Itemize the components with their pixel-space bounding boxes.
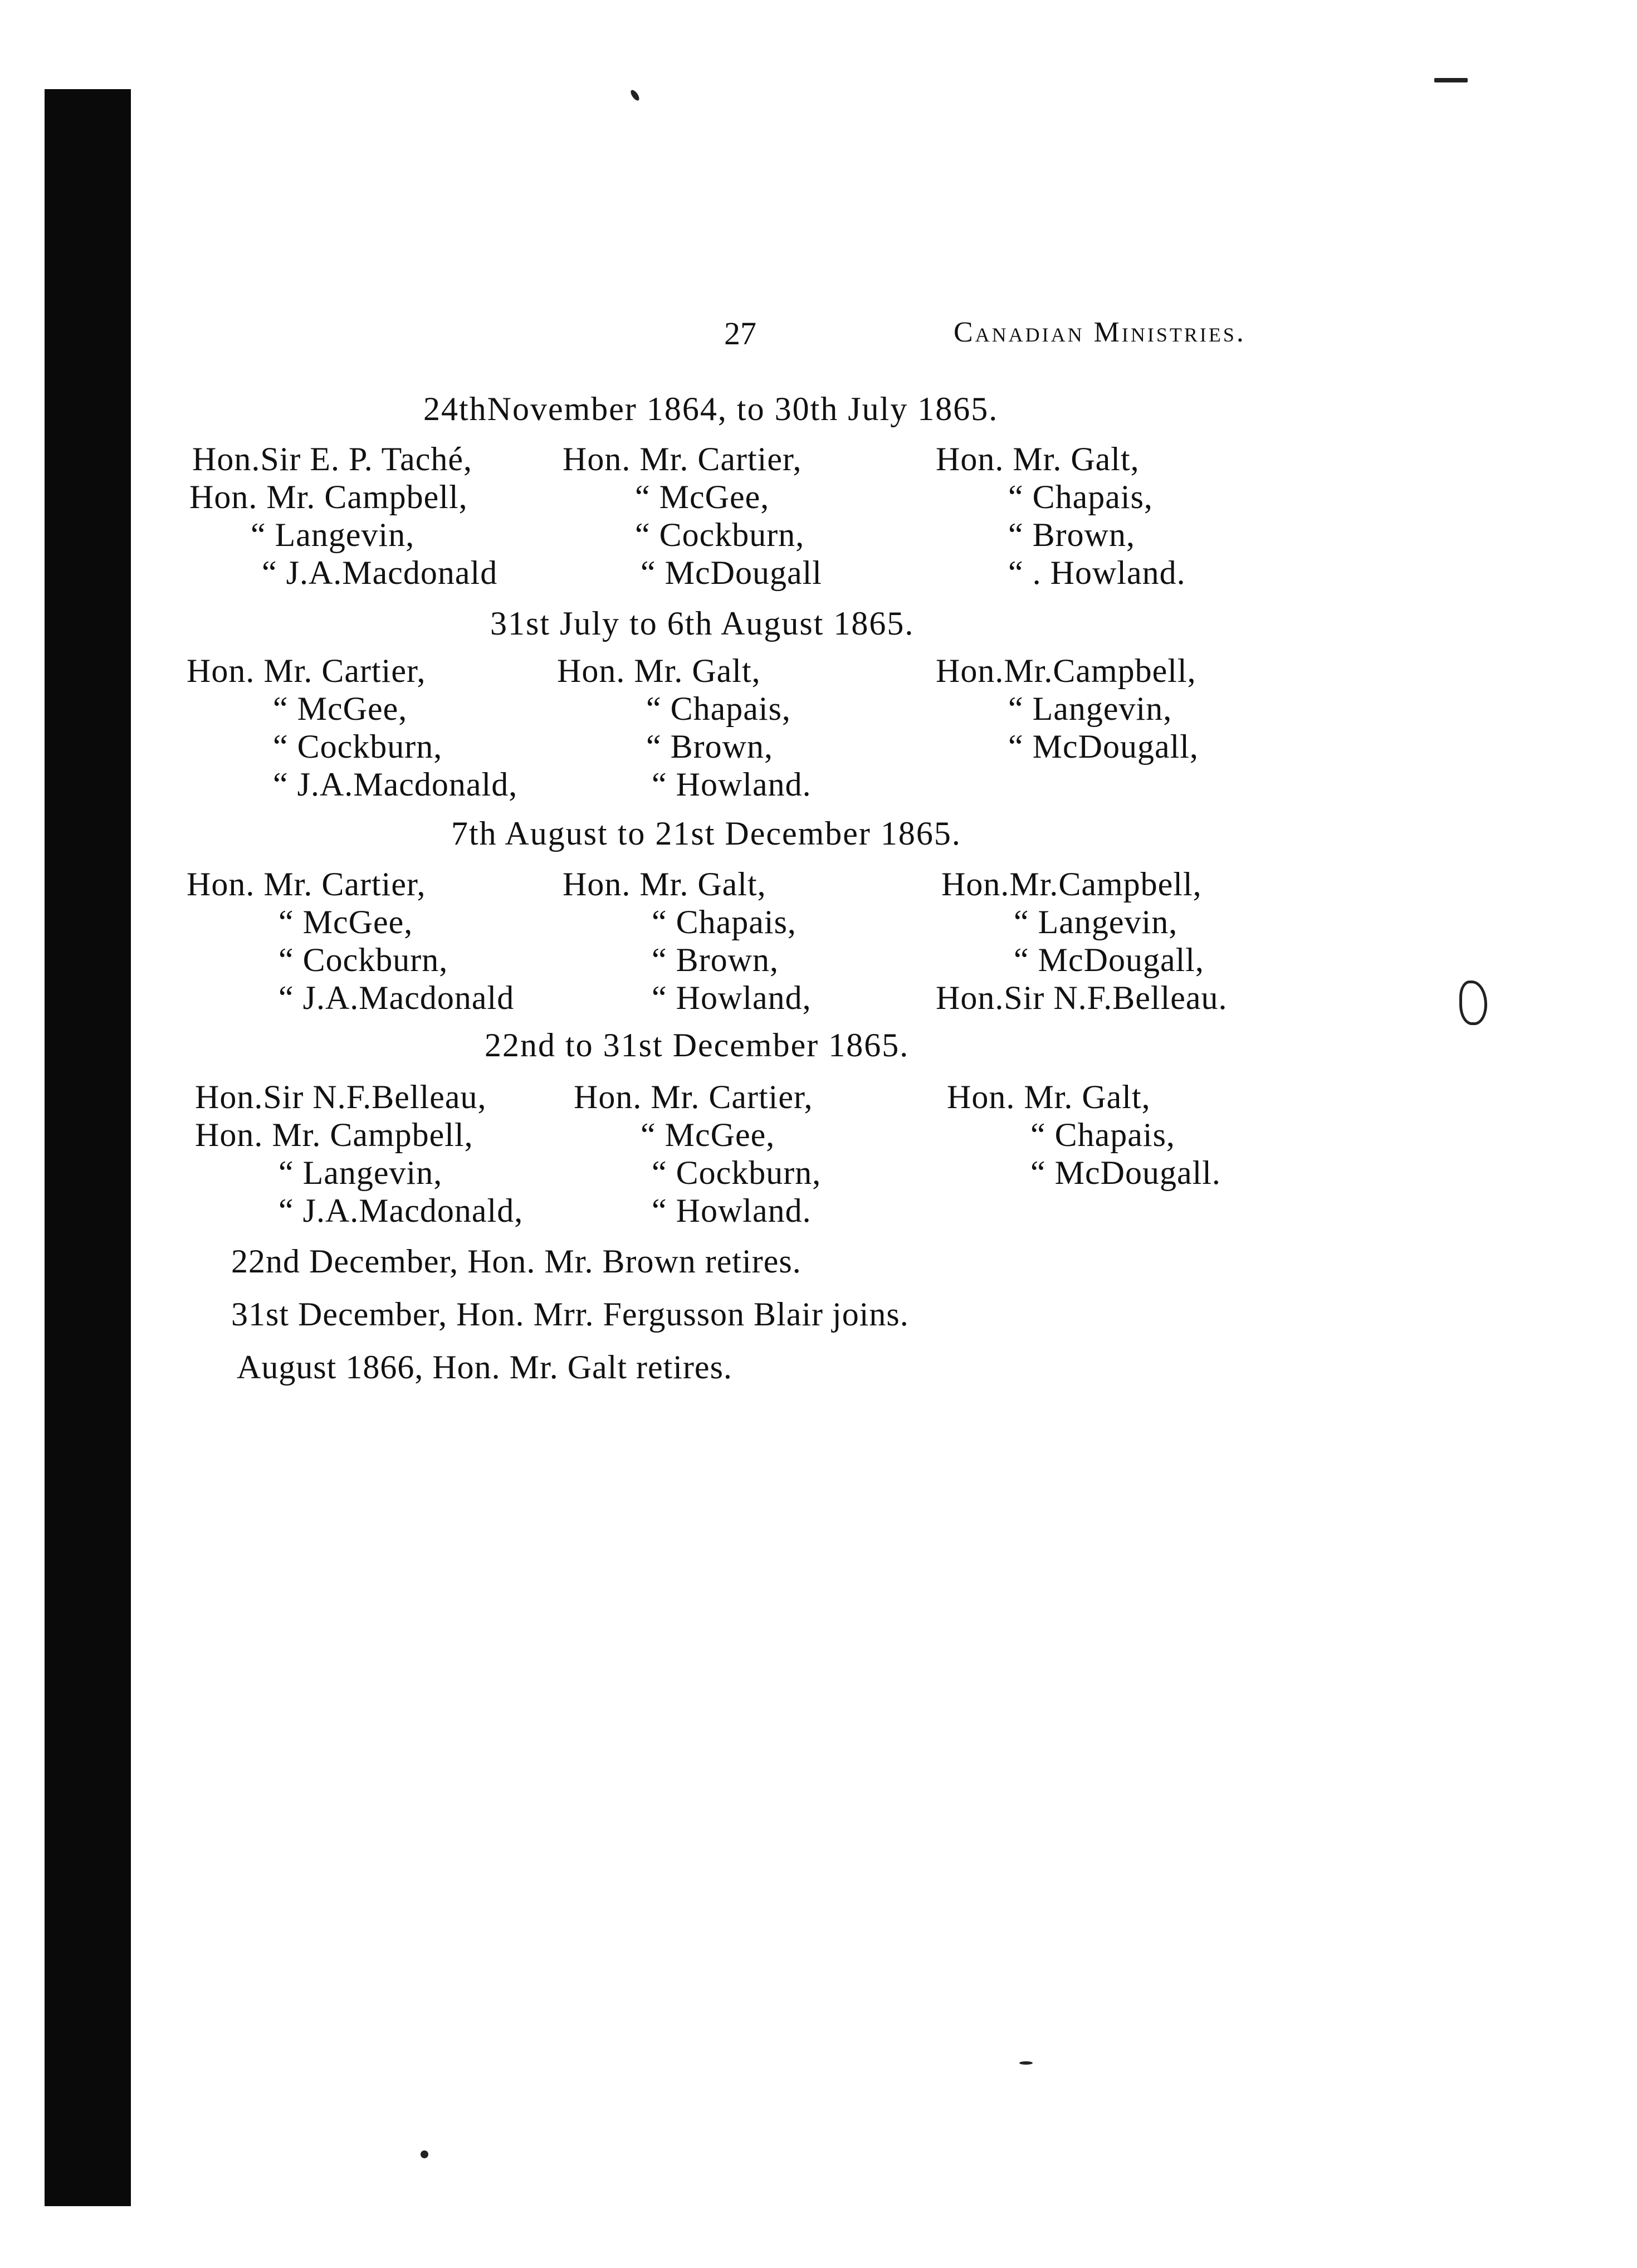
name-cell: “ Brown, — [646, 728, 773, 765]
name-cell: Hon. Mr. Cartier, — [574, 1079, 813, 1115]
section-title: 22nd to 31st December 1865. — [485, 1027, 910, 1064]
name-cell: “ Langevin, — [278, 1154, 443, 1191]
table-row — [0, 440, 1637, 477]
name-cell: Hon. Mr. Cartier, — [563, 441, 802, 477]
name-cell: “ McDougall. — [1030, 1154, 1221, 1191]
name-cell: “ J.A.Macdonald — [278, 979, 515, 1016]
name-cell: “ Brown, — [652, 942, 779, 978]
name-cell: “ J.A.Macdonald — [262, 554, 498, 591]
name-cell: Hon.Sir E. P. Taché, — [192, 441, 472, 477]
table-row — [0, 516, 1637, 553]
name-cell: “ Cockburn, — [278, 942, 448, 978]
name-cell: “ J.A.Macdonald, — [278, 1192, 524, 1229]
table-row — [0, 941, 1637, 978]
name-cell: “ Langevin, — [1014, 904, 1178, 940]
table-row — [0, 903, 1637, 940]
name-cell: Hon. Mr. Galt, — [947, 1079, 1151, 1115]
note-line: 22nd December, Hon. Mr. Brown retires. — [231, 1243, 802, 1280]
table-row — [0, 652, 1637, 689]
scan-speck — [1019, 2061, 1033, 2065]
name-cell: “ McGee, — [641, 1116, 775, 1153]
table-row — [0, 979, 1637, 1016]
name-cell: Hon. Mr. Campbell, — [195, 1116, 473, 1153]
name-cell: “ McGee, — [278, 904, 413, 940]
name-cell: “ McDougall, — [1008, 728, 1199, 765]
name-cell: Hon.Mr.Campbell, — [941, 866, 1202, 903]
section-title: 24thNovember 1864, to 30th July 1865. — [423, 391, 999, 427]
table-row — [0, 1116, 1637, 1153]
name-cell: “ McGee, — [273, 690, 408, 727]
name-cell: “ Chapais, — [646, 690, 791, 727]
name-cell: “ Howland. — [652, 766, 812, 803]
name-cell: Hon.Sir N.F.Belleau. — [936, 979, 1228, 1016]
table-row — [0, 765, 1637, 802]
name-cell: “ Langevin, — [251, 516, 415, 553]
name-cell: “ Chapais, — [1030, 1116, 1175, 1153]
name-cell: “ Chapais, — [1008, 479, 1153, 515]
table-row — [0, 1192, 1637, 1228]
name-cell: “ Cockburn, — [635, 516, 805, 553]
page-number: 27 — [724, 315, 756, 352]
name-cell: “ Langevin, — [1008, 690, 1172, 727]
note-line: 31st December, Hon. Mrr. Fergusson Blair joins. — [231, 1296, 909, 1333]
name-cell: “ . Howland. — [1008, 554, 1186, 591]
name-cell: Hon.Mr.Campbell, — [936, 652, 1196, 689]
name-cell: Hon. Mr. Cartier, — [187, 866, 426, 903]
name-cell: Hon. Mr. Galt, — [936, 441, 1140, 477]
name-cell: “ Cockburn, — [652, 1154, 822, 1191]
section-title: 7th August to 21st December 1865. — [451, 815, 961, 852]
name-cell: Hon. Mr. Galt, — [563, 866, 766, 903]
name-cell: “ McDougall, — [1014, 942, 1204, 978]
name-cell: Hon.Sir N.F.Belleau, — [195, 1079, 487, 1115]
running-title: Canadian Ministries. — [954, 316, 1246, 348]
table-row — [0, 478, 1637, 515]
name-cell: Hon. Mr. Campbell, — [189, 479, 468, 515]
name-cell: “ Cockburn, — [273, 728, 443, 765]
scan-speck — [1434, 78, 1468, 82]
table-row — [0, 728, 1637, 764]
name-cell: “ Brown, — [1008, 516, 1135, 553]
table-row — [0, 865, 1637, 902]
table-row — [0, 690, 1637, 726]
name-cell: “ J.A.Macdonald, — [273, 766, 518, 803]
name-cell: “ Chapais, — [652, 904, 796, 940]
note-line: August 1866, Hon. Mr. Galt retires. — [237, 1349, 732, 1386]
name-cell: Hon. Mr. Cartier, — [187, 652, 426, 689]
name-cell: “ McDougall — [641, 554, 822, 591]
name-cell: Hon. Mr. Galt, — [557, 652, 761, 689]
section-title: 31st July to 6th August 1865. — [490, 605, 915, 642]
table-row — [0, 1078, 1637, 1115]
scan-speck — [421, 2150, 428, 2158]
name-cell: “ Howland, — [652, 979, 812, 1016]
scan-speck — [629, 89, 641, 102]
name-cell: “ Howland. — [652, 1192, 812, 1229]
table-row — [0, 554, 1637, 591]
table-row — [0, 1154, 1637, 1191]
name-cell: “ McGee, — [635, 479, 770, 515]
